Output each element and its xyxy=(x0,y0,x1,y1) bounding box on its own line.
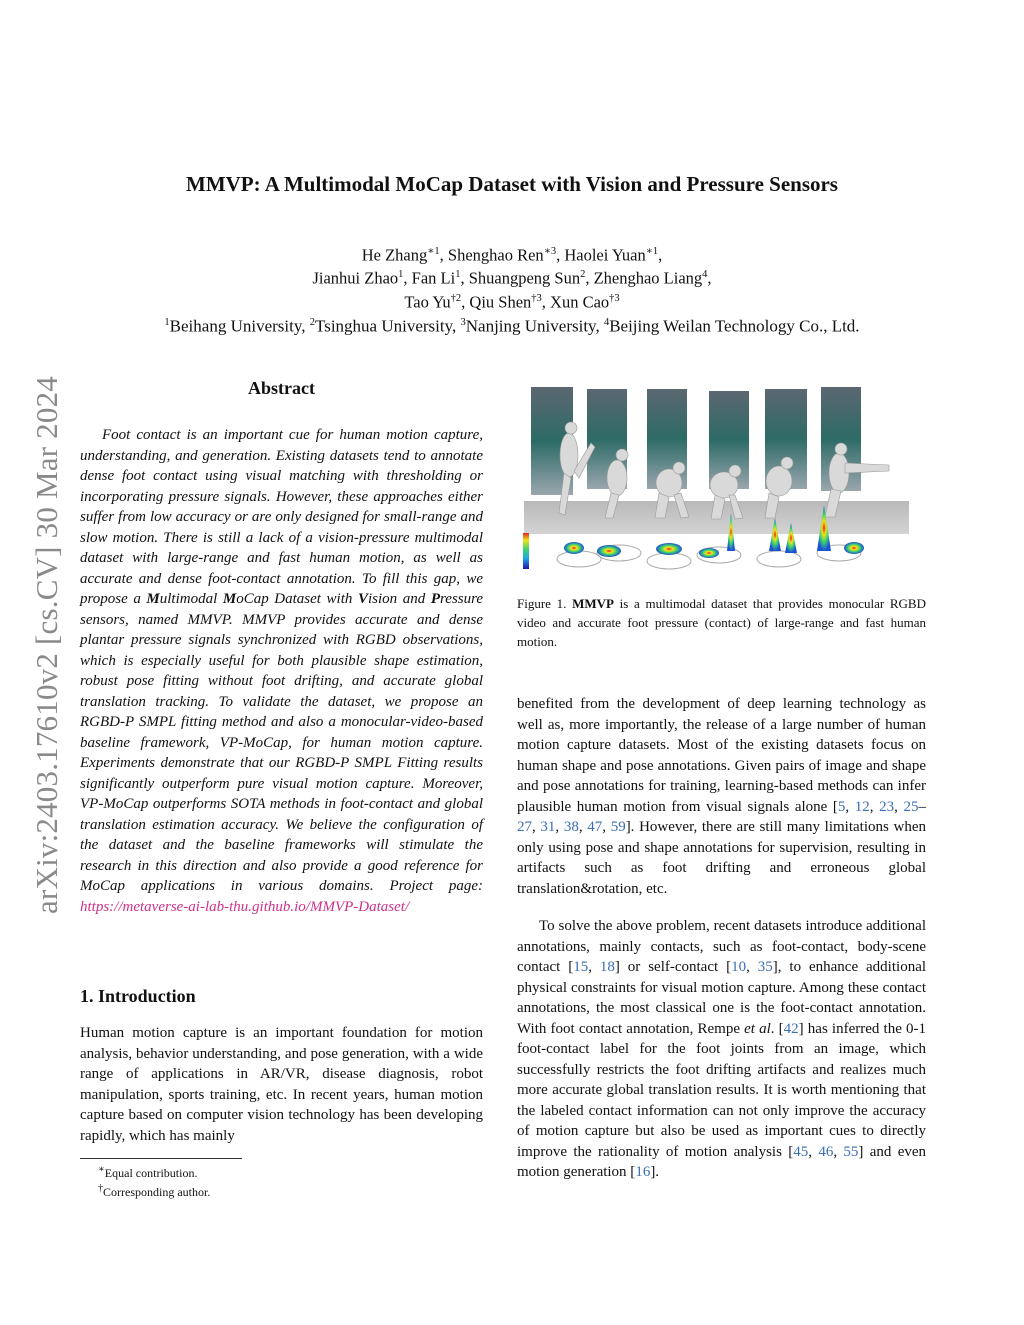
citation: 27 xyxy=(517,819,532,835)
author-affiliation-mark: ∗1 xyxy=(645,246,659,257)
citation: 5 xyxy=(837,798,846,815)
citation: 12 xyxy=(854,798,870,815)
author-affiliation-mark: ∗3 xyxy=(543,246,557,257)
author-separator: , xyxy=(461,292,470,312)
acronym-letter: M xyxy=(222,591,237,607)
affiliation-name: Tsinghua University xyxy=(315,316,452,336)
citation: 55 xyxy=(843,1143,859,1160)
footnote-equal: Equal contribution. xyxy=(104,1166,198,1180)
footnote-rule xyxy=(80,1158,242,1159)
author-affiliation-mark: †3 xyxy=(531,293,542,304)
intro-paragraph-1-continued: benefited from the development of deep learning technology as well as, more importantly, the release of a large number of human motion capture datasets. Most of the existing datasets focus on human shape and pose annotations. Given pairs of image and shape and pose annotations for training, learning-based methods can infer plausible human motion from visual signals alone [5, 12, 23, 25–27, 31, 38, 47, 59]. However, there are still many limitations when only using pose and shape annotations for supervision, resulting in artifacts such as foot drifting and erroneous global translation&rotation, etc. xyxy=(517,696,927,897)
author-separator: , xyxy=(707,268,712,288)
affiliation-mark: 3 xyxy=(460,317,466,328)
et-al: et al xyxy=(744,1020,771,1037)
acronym-letter: V xyxy=(357,591,368,607)
citation: 45 xyxy=(793,1143,809,1160)
author-name: He Zhang xyxy=(361,245,428,265)
arxiv-identifier-text: arXiv:2403.17610v2 [cs.CV] 30 Mar 2024 xyxy=(29,376,64,914)
figure-caption-text: is a multimodal dataset that provides monocular RGBD video and accurate foot pressure (contact) of large-range and fast human motion. xyxy=(517,596,926,649)
citation: 18 xyxy=(599,959,615,975)
author-name: Fan Li xyxy=(411,268,456,288)
author-separator: , xyxy=(585,268,594,288)
figure-1-image xyxy=(519,383,909,578)
intro-paragraph-1: Human motion capture is an important foundation for motion analysis, behavior understanding, and pose generation, with a wide range of applications in AR/VR, disease diagnosis, robot manipulation, sports training, etc. In recent years, human motion capture based on computer vision technology has been developing rapidly, which has mainly xyxy=(80,1025,483,1144)
citation: 59 xyxy=(610,819,626,835)
colorbar xyxy=(523,533,529,569)
author-name: Haolei Yuan xyxy=(564,245,646,265)
author-affiliation-mark: †2 xyxy=(450,293,462,304)
author-affiliation-mark: 1 xyxy=(455,269,461,280)
citation: 35 xyxy=(757,959,773,975)
figure-1-caption xyxy=(517,594,926,651)
citation: 25 xyxy=(903,798,919,815)
intro-paragraph-2: To solve the above problem, recent datasets introduce additional annotations, mainly contacts, such as foot-contact, body-scene contact [15, 18] or self-contact [10, 35], to enhance additional physical constraints for visual motion capture. Among these contact annotations, the most classical one is the foot-contact annotation. With foot contact annotation, Rempe et al. [42] has inferred the 0-1 foot-contact label for the foot joints from an image, which successfully restricts the foot drifting artifacts and realizes much more accurate global translation results. It is worth mentioning that the labeled contact information can not only improve the accuracy of motion capture but also be used as important cues to directly improve the rationality of motion analysis [45, 46, 55] and even motion generation [16]. xyxy=(517,918,927,1180)
citation: 42 xyxy=(783,1020,799,1037)
author-name: Shenghao Ren xyxy=(447,245,544,265)
figure-name: MMVP xyxy=(572,596,614,611)
author-affiliation-mark: 4 xyxy=(702,269,708,280)
acronym-letter: P xyxy=(430,591,440,607)
author-separator: , xyxy=(439,245,448,265)
author-name: Qiu Shen xyxy=(469,292,532,312)
affiliation-separator: , xyxy=(452,316,461,336)
author-separator: , xyxy=(460,268,469,288)
affiliation-separator: , xyxy=(595,316,604,336)
citation: 46 xyxy=(818,1143,834,1160)
abstract-heading: Abstract xyxy=(248,378,315,398)
abstract-text: Foot contact is an important cue for human motion capture, understanding, and generation. Existing datasets tend to annotate dense foot contact using visual matching with thresholding or incorporating pressure signals. However, these approaches either suffer from low accuracy or are only designed for small-range and slow motion. There is still a lack of a vision-pressure multimodal dataset with large-range and fast human motion, as well as accurate and dense foot-contact annotation. To fill this gap, we propose a Multimodal MoCap Dataset with Vision and Pressure sensors, named MMVP. MMVP provides accurate and dense plantar pressure signals synchronized with RGBD observations, which is especially useful for both plausible shape estimation, robust pose fitting without foot drifting, and accurate global translation tracking. To validate the dataset, we propose an RGBD-P SMPL fitting method and also a monocular-video-based baseline framework, VP-MoCap, for human motion capture. Experiments demonstrate that our RGBD-P SMPL Fitting results significantly outperform pure visual motion capture. Moreover, VP-MoCap outperforms SOTA methods in foot-contact and global translation estimation accuracy. We believe the configuration of the dataset and the baseline frameworks will stimulate the research in this direction and also provide a good reference for MoCap applications in various domains. Project page: xyxy=(80,427,484,894)
acronym-letter: M xyxy=(146,591,160,607)
affiliation-name: Beijing Weilan Technology Co., Ltd. xyxy=(609,316,860,336)
arxiv-identifier xyxy=(0,0,70,1325)
author-separator: , xyxy=(403,268,412,288)
section-heading-introduction: 1. Introduction xyxy=(80,986,196,1006)
citation: 16 xyxy=(635,1164,651,1180)
affiliation-separator: , xyxy=(301,316,310,336)
author-affiliation-mark: ∗1 xyxy=(427,246,440,257)
authors-line-2 xyxy=(0,263,1024,290)
affiliations xyxy=(0,311,1024,338)
figure-label: Figure 1. xyxy=(517,596,567,611)
project-page-link[interactable]: https://metaverse-ai-lab-thu.github.io/MMVP-Dataset/ xyxy=(80,898,410,915)
authors-line-3 xyxy=(0,287,1024,314)
citation: 23 xyxy=(879,798,895,815)
author-name: Xun Cao xyxy=(550,292,610,312)
affiliation-mark: 2 xyxy=(309,317,315,328)
paper-title: MMVP: A Multimodal MoCap Dataset with Vision and Pressure Sensors xyxy=(186,172,838,196)
citation: 15 xyxy=(573,959,589,975)
author-affiliation-mark: 1 xyxy=(398,269,404,280)
affiliation-name: Nanjing University xyxy=(465,316,596,336)
author-affiliation-mark: †3 xyxy=(609,293,620,304)
citation: 10 xyxy=(731,959,747,975)
author-name: Jianhui Zhao xyxy=(312,268,399,288)
author-name: Shuangpeng Sun xyxy=(468,268,581,288)
footnotes: ∗Equal contribution. †Corresponding author. xyxy=(98,1164,211,1199)
citation: 31 xyxy=(540,819,556,835)
affiliation-mark: 1 xyxy=(164,317,170,328)
author-name: Tao Yu xyxy=(404,292,451,312)
abstract-body xyxy=(80,425,483,917)
author-separator: , xyxy=(541,292,551,312)
author-affiliation-mark: 2 xyxy=(580,269,586,280)
affiliation-name: Beihang University xyxy=(169,316,302,336)
author-name: Zhenghao Liang xyxy=(593,268,703,288)
affiliation-mark: 4 xyxy=(603,317,610,328)
citation: 47 xyxy=(587,819,603,835)
author-separator: , xyxy=(658,245,663,265)
rgbd-frames xyxy=(531,387,861,495)
footnote-corresponding: Corresponding author. xyxy=(103,1185,211,1199)
author-separator: , xyxy=(556,245,565,265)
citation: 38 xyxy=(563,819,579,835)
